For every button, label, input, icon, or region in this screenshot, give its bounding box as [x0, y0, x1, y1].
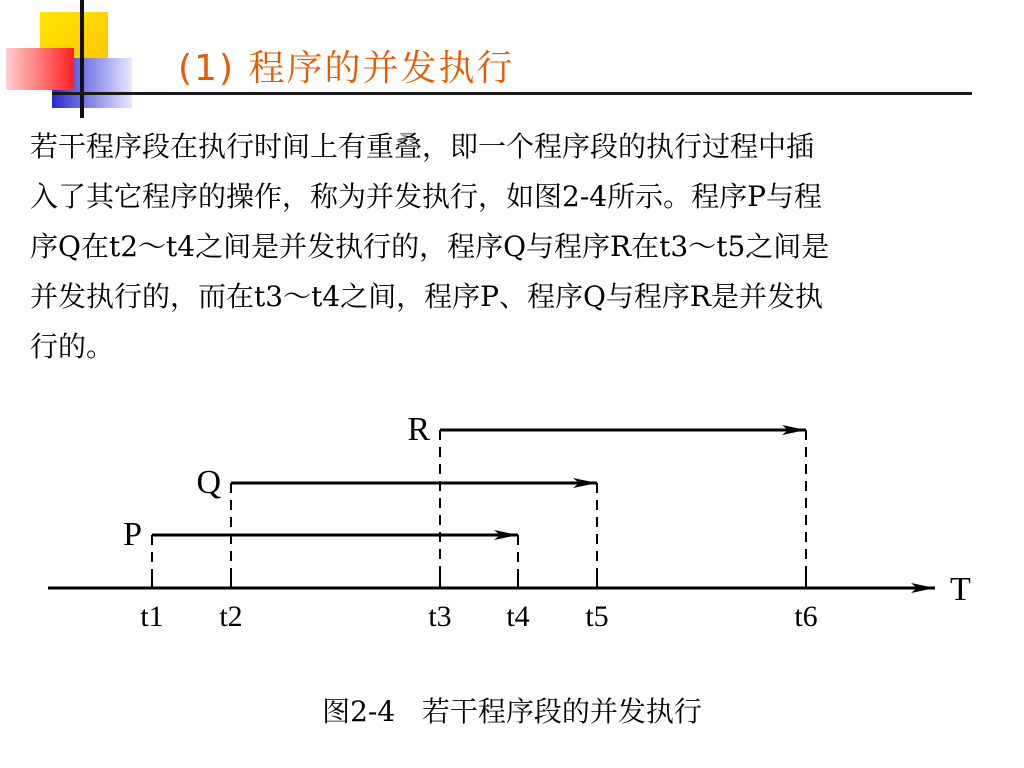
tick-label: t4 [506, 600, 530, 633]
tick-label: t5 [585, 600, 609, 633]
paragraph-line: 入了其它程序的操作，称为并发执行，如图2-4所示。程序P与程 [30, 180, 822, 213]
paragraph-line: 若干程序段在执行时间上有重叠，即一个程序段的执行过程中插 [30, 130, 815, 163]
tick-label: t1 [140, 600, 164, 633]
paragraph-line: 并发执行的，而在t3～t4之间，程序P、程序Q与程序R是并发执 [30, 280, 824, 313]
title-underline [52, 92, 972, 95]
axis-label-t: T [950, 571, 971, 608]
tick-label: t2 [219, 600, 243, 633]
process-label: R [407, 411, 430, 448]
paragraph-line: 序Q在t2～t4之间是并发执行的，程序Q与程序R在t3～t5之间是 [30, 230, 830, 263]
tick-label: t3 [428, 600, 452, 633]
concurrency-diagram [0, 395, 1024, 635]
slide-title: (1) 程序的并发执行 [178, 48, 515, 89]
corner-decoration [0, 0, 140, 120]
tick-label: t6 [794, 600, 818, 633]
vertical-bar [80, 0, 84, 118]
process-label: P [123, 516, 142, 553]
red-square [6, 48, 74, 90]
paragraph [30, 122, 1000, 372]
process-label: Q [196, 464, 221, 501]
paragraph-line: 行的。 [30, 330, 115, 363]
figure-caption: 图2-4 若干程序段的并发执行 [322, 695, 702, 728]
